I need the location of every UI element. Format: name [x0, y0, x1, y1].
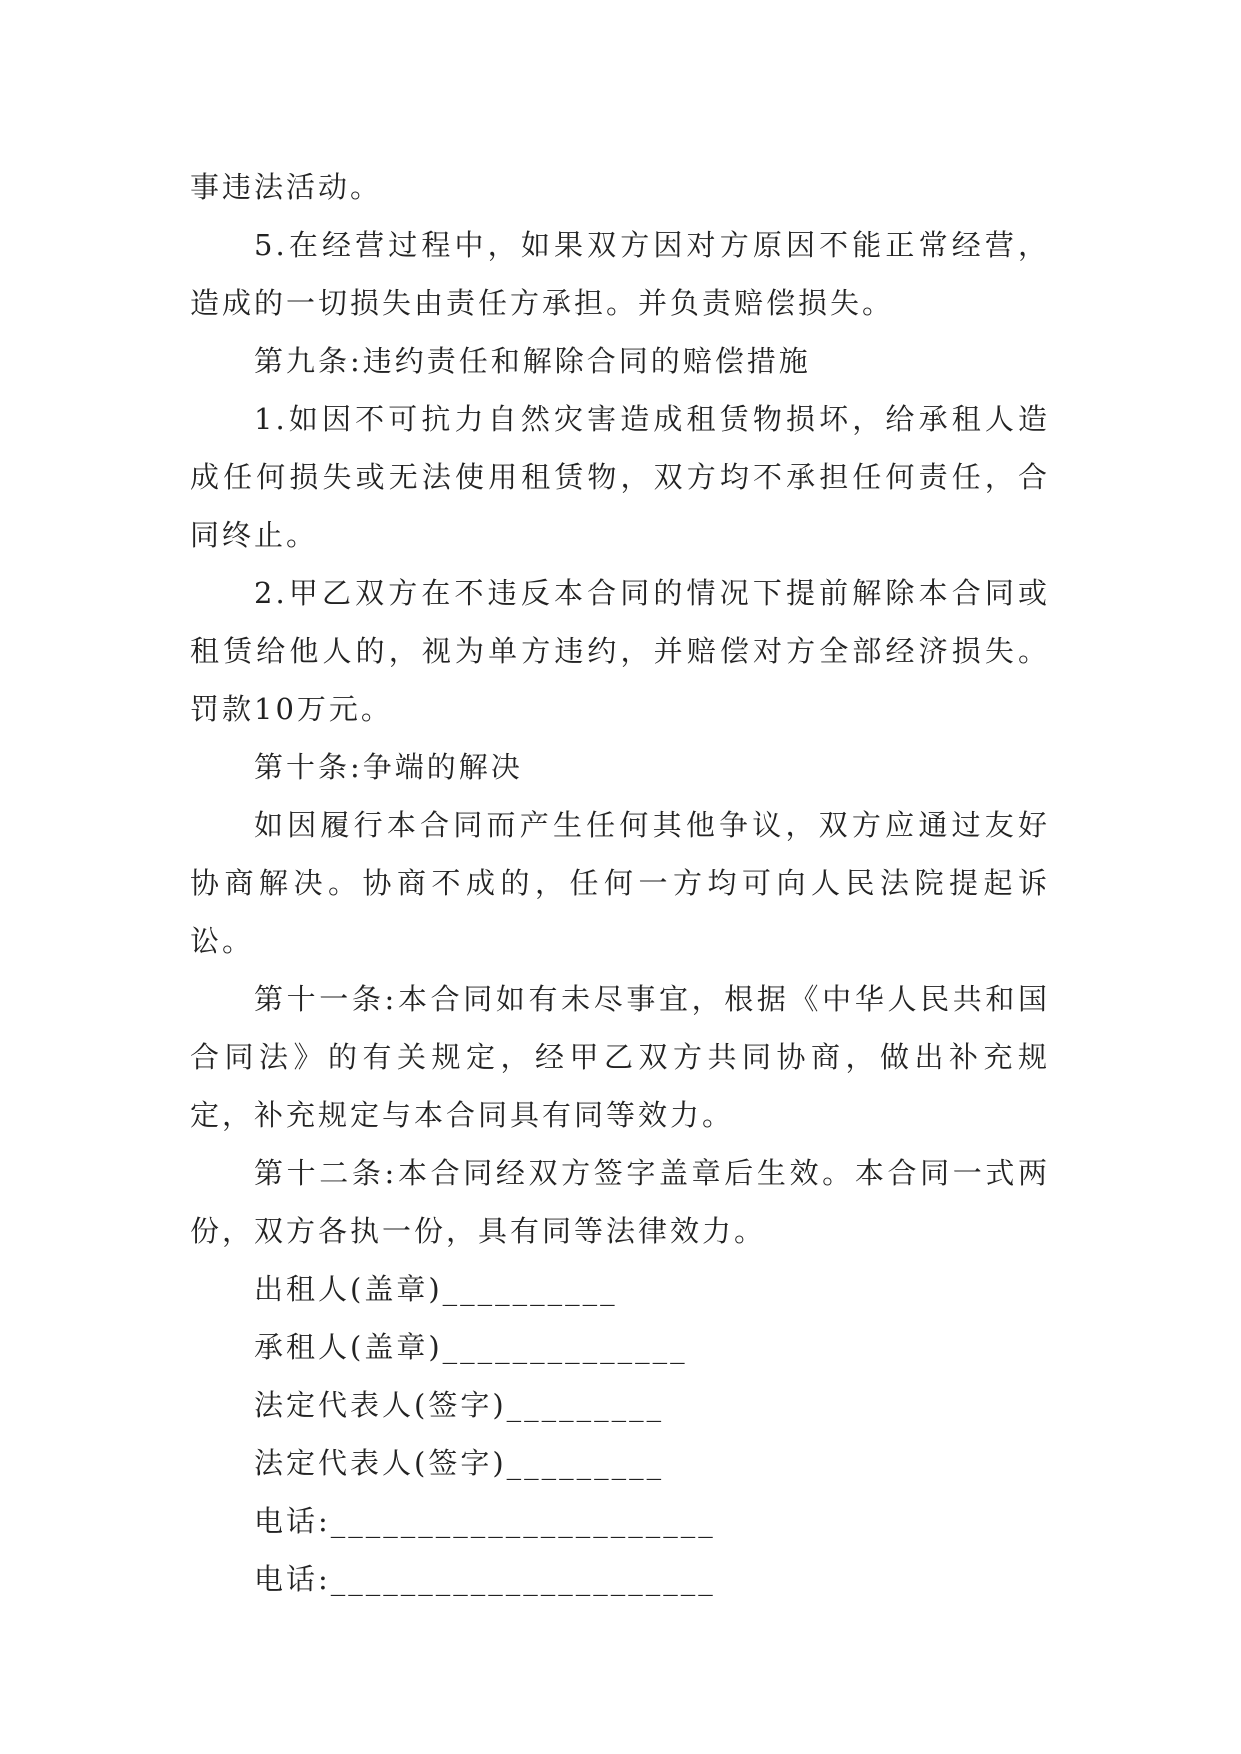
paragraph-continuation: 事违法活动。 — [190, 170, 383, 204]
clause-9-item-2: 2.甲乙双方在不违反本合同的情况下提前解除本合同或租赁给他人的，视为单方违约，并赔偿对方全部经济损失。罚款10万元。 — [190, 576, 1050, 726]
lessor-seal-line: 出租人(盖章)__________ — [254, 1272, 618, 1306]
legal-rep-signature-line: 法定代表人(签字)_________ — [254, 1388, 665, 1422]
clause-8-item-5: 5.在经营过程中，如果双方因对方原因不能正常经营，造成的一切损失由责任方承担。并负责赔偿损失。 — [190, 228, 1050, 320]
article-10-heading: 第十条:争端的解决 — [254, 750, 523, 784]
contract-text — [190, 158, 1050, 1608]
legal-rep-signature-line-2: 法定代表人(签字)_________ — [254, 1446, 665, 1480]
article-12: 第十二条:本合同经双方签字盖章后生效。本合同一式两份，双方各执一份，具有同等法律效力。 — [190, 1156, 1050, 1248]
phone-line: 电话:______________________ — [254, 1504, 716, 1538]
lessee-seal-line: 承租人(盖章)______________ — [254, 1330, 688, 1364]
article-10-body: 如因履行本合同而产生任何其他争议，双方应通过友好协商解决。协商不成的，任何一方均可向人民法院提起诉讼。 — [190, 808, 1050, 958]
article-9-heading: 第九条:违约责任和解除合同的赔偿措施 — [254, 344, 811, 378]
clause-9-item-1: 1.如因不可抗力自然灾害造成租赁物损坏，给承租人造成任何损失或无法使用租赁物，双方均不承担任何责任，合同终止。 — [190, 402, 1050, 552]
article-11: 第十一条:本合同如有未尽事宜，根据《中华人民共和国合同法》的有关规定，经甲乙双方共同协商，做出补充规定，补充规定与本合同具有同等效力。 — [190, 982, 1050, 1132]
phone-line-2: 电话:______________________ — [254, 1562, 716, 1596]
